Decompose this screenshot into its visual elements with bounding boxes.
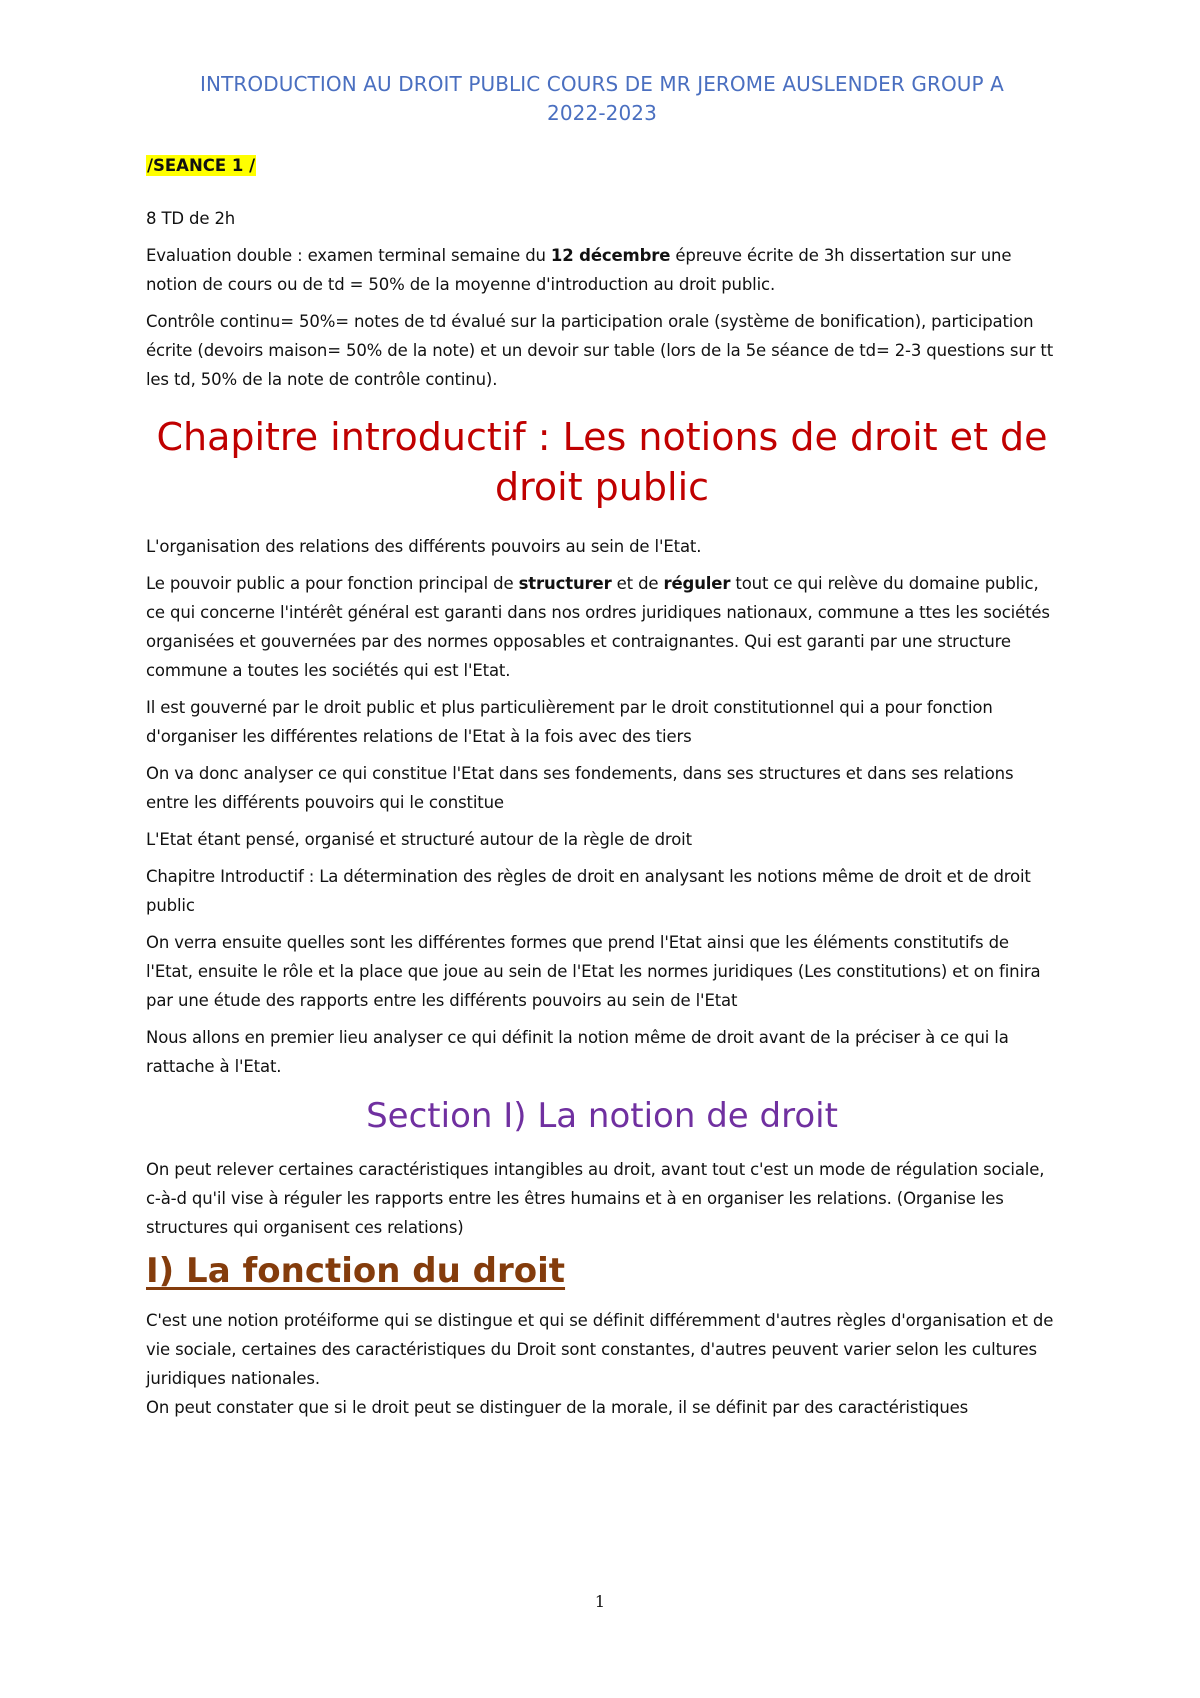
paragraph-etat-pense: L'Etat étant pensé, organisé et structuré autour de la règle de droit xyxy=(146,830,692,849)
evaluation-date: 12 décembre xyxy=(550,246,671,265)
pouvoir-bold-structurer: structurer xyxy=(518,574,612,593)
paragraph-morale: On peut constater que si le droit peut se distinguer de la morale, il se définit par des caractéristiques xyxy=(146,1398,969,1417)
seance-highlight: /SEANCE 1 / xyxy=(147,156,256,175)
pouvoir-text-e: tout ce qui relève du domaine public, ce qui concerne l'intérêt général est garanti dans nos ordres juridiques nationaux, commune a ttes les sociétés organisées et gouvernées par des normes opposables et contraignantes. Qui est garanti par une structure commune a toutes les sociétés qui est l'Etat. xyxy=(146,574,1050,680)
subsection-title: I) La fonction du droit xyxy=(146,1251,566,1291)
page-header xyxy=(146,70,1058,128)
header-title-line2: 2022-2023 xyxy=(547,101,657,125)
paragraph-premier-lieu: Nous allons en premier lieu analyser ce qui définit la notion même de droit avant de la préciser à ce qui la rattache à l'Etat. xyxy=(146,1028,1009,1076)
paragraph-proteiforme: C'est une notion protéiforme qui se distingue et qui se définit différemment d'autres règles d'organisation et de vie sociale, certaines des caractéristiques du Droit sont constantes, d'autres peuvent varier selon les cultures juridiques nationales. xyxy=(146,1311,1054,1388)
header-title-line1: INTRODUCTION AU DROIT PUBLIC COURS DE MR JEROME AUSLENDER GROUP A xyxy=(200,72,1004,96)
paragraph-evaluation xyxy=(146,241,1058,299)
paragraph-td-count: 8 TD de 2h xyxy=(146,209,236,228)
paragraph-gouverne: Il est gouverné par le droit public et plus particulièrement par le droit constitutionnel qui a pour fonction d'organiser les différentes relations de l'Etat à la fois avec des tiers xyxy=(146,698,993,746)
paragraph-formes-etat: On verra ensuite quelles sont les différentes formes que prend l'Etat ainsi que les éléments constitutifs de l'Etat, ensuite le rôle et la place que joue au sein de l'Etat les normes juridiques (Les constitutions) et on finira par une étude des rapports entre les différents pouvoirs au sein de l'Etat xyxy=(146,933,1041,1010)
pouvoir-text-a: Le pouvoir public a pour fonction principal de xyxy=(146,574,519,593)
paragraph-organisation: L'organisation des relations des différents pouvoirs au sein de l'Etat. xyxy=(146,537,702,556)
paragraph-analyser: On va donc analyser ce qui constitue l'Etat dans ses fondements, dans ses structures et dans ses relations entre les différents pouvoirs qui le constitue xyxy=(146,764,1014,812)
pouvoir-bold-reguler: réguler xyxy=(663,574,731,593)
section-title: Section I) La notion de droit xyxy=(366,1096,838,1136)
page-number: 1 xyxy=(594,1592,606,1611)
chapter-title: Chapitre introductif : Les notions de droit et de droit public xyxy=(156,415,1048,509)
evaluation-text-a: Evaluation double : examen terminal semaine du xyxy=(146,246,551,265)
pouvoir-text-c: et de xyxy=(611,574,664,593)
paragraph-pouvoir-public xyxy=(146,569,1058,685)
paragraph-chapitre-introductif: Chapitre Introductif : La détermination des règles de droit en analysant les notions même de droit et de droit public xyxy=(146,867,1031,915)
evaluation-text-c: épreuve écrite de 3h dissertation sur une notion de cours ou de td = 50% de la moyenne d'introduction au droit public. xyxy=(146,246,1012,294)
paragraph-controle-continu: Contrôle continu= 50%= notes de td évalué sur la participation orale (système de bonification), participation écrite (devoirs maison= 50% de la note) et un devoir sur table (lors de la 5e séance de td= 2-3 questions sur tt les td, 50% de la note de contrôle continu). xyxy=(146,312,1054,389)
seance-label xyxy=(146,154,1058,178)
paragraph-caracteristiques: On peut relever certaines caractéristiques intangibles au droit, avant tout c'est un mode de régulation sociale, c-à-d qu'il vise à réguler les rapports entre les êtres humains et à en organiser les relations. (Organise les structures qui organisent ces relations) xyxy=(146,1160,1045,1237)
